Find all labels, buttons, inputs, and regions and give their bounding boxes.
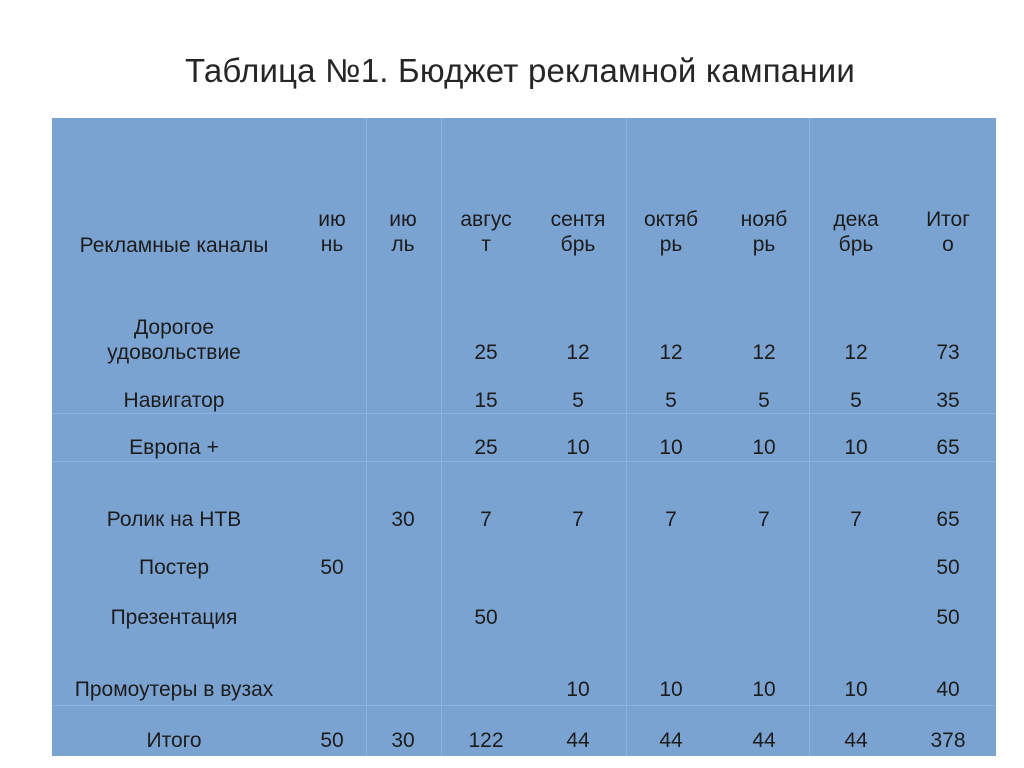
- table-cell: 50: [936, 556, 960, 579]
- table-cell: 30: [391, 729, 415, 752]
- table-cell: 30: [391, 508, 415, 531]
- table-cell: 40: [936, 678, 960, 701]
- table-cell: 65: [936, 508, 960, 531]
- table-cell: 378: [930, 729, 966, 752]
- table-cell: 65: [936, 436, 960, 459]
- table-cell: 50: [320, 729, 344, 752]
- table-cell: 44: [752, 729, 776, 752]
- table-cell: 50: [936, 606, 960, 629]
- header-month: ию нь: [318, 208, 346, 256]
- table-cell: 44: [566, 729, 590, 752]
- table-cell: 5: [665, 389, 677, 412]
- table-cell: 10: [566, 436, 590, 459]
- table-cell: 7: [572, 508, 584, 531]
- table-cell: 25: [474, 436, 498, 459]
- table-cell: 7: [758, 508, 770, 531]
- row-label: Постер: [138, 556, 209, 579]
- column-divider: [809, 118, 810, 756]
- row-label: Промоутеры в вузах: [74, 678, 274, 701]
- table-cell: 12: [752, 341, 776, 364]
- table-cell: 12: [659, 341, 683, 364]
- table-cell: 10: [659, 436, 683, 459]
- table-cell: 44: [659, 729, 683, 752]
- table-cell: 35: [936, 389, 960, 412]
- row-label: Навигатор: [123, 389, 225, 412]
- table-cell: 10: [752, 678, 776, 701]
- table-cell: 50: [320, 556, 344, 579]
- header-channels: Рекламные каналы: [79, 234, 269, 257]
- header-month: дека брь: [833, 208, 879, 256]
- row-label: Ролик на НТВ: [106, 508, 242, 531]
- header-month: нояб рь: [740, 208, 788, 256]
- table-cell: 10: [659, 678, 683, 701]
- table-cell: 44: [844, 729, 868, 752]
- row-label-total: Итого: [146, 729, 202, 752]
- column-divider: [366, 118, 367, 756]
- table-cell: 12: [844, 341, 868, 364]
- table-cell: 122: [468, 729, 504, 752]
- header-month: авгус т: [460, 208, 512, 256]
- table-cell: 7: [850, 508, 862, 531]
- budget-table: [52, 118, 996, 756]
- table-cell: 5: [850, 389, 862, 412]
- header-month: октяб рь: [643, 208, 699, 256]
- slide-title: Таблица №1. Бюджет рекламной кампании: [184, 52, 856, 89]
- column-divider: [441, 118, 442, 756]
- table-cell: 5: [758, 389, 770, 412]
- row-divider: [52, 461, 996, 462]
- header-month: сентя брь: [550, 208, 606, 256]
- table-cell: 10: [566, 678, 590, 701]
- table-cell: 50: [474, 606, 498, 629]
- table-cell: 10: [844, 436, 868, 459]
- table-cell: 7: [665, 508, 677, 531]
- row-label: Презентация: [110, 606, 238, 629]
- table-cell: 10: [844, 678, 868, 701]
- table-cell: 73: [936, 341, 960, 364]
- row-divider: [52, 413, 996, 414]
- row-divider: [52, 705, 996, 706]
- column-divider: [626, 118, 627, 756]
- header-month: ию ль: [389, 208, 417, 256]
- table-cell: 15: [474, 389, 498, 412]
- header-total: Итог о: [926, 208, 970, 256]
- table-cell: 5: [572, 389, 584, 412]
- row-label: Европа +: [129, 436, 219, 459]
- table-cell: 25: [474, 341, 498, 364]
- table-cell: 7: [480, 508, 492, 531]
- table-cell: 12: [566, 341, 590, 364]
- row-label: Дорогое удовольствие: [107, 316, 241, 364]
- table-cell: 10: [752, 436, 776, 459]
